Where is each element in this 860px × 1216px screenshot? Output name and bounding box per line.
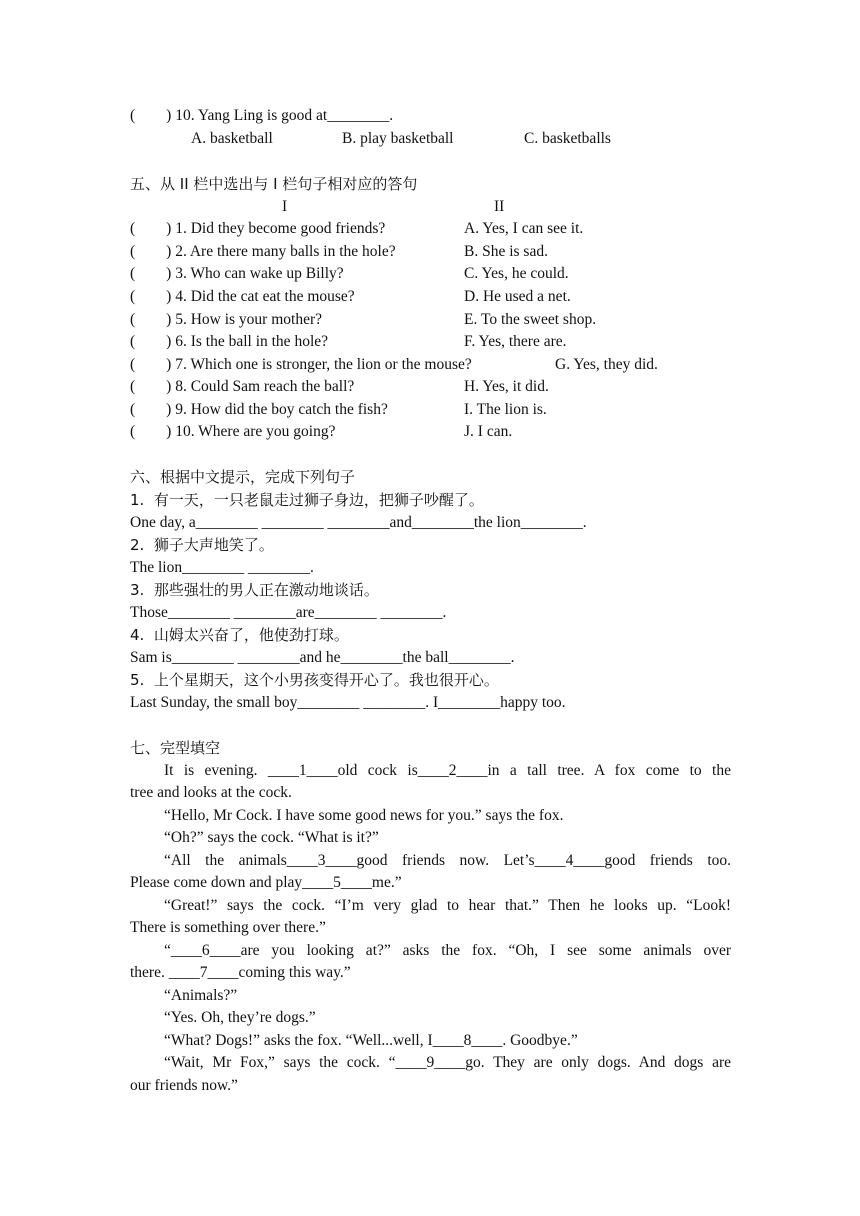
match-question-2: ( ) 2. Are there many balls in the hole? bbox=[130, 243, 396, 260]
translation-blank-1: One day, a________ ________ ________and________the lion________. bbox=[130, 514, 587, 531]
match-answer-c: C. Yes, he could. bbox=[464, 265, 569, 282]
cloze-paragraph-2: “Hello, Mr Cock. I have some good news for you.” says the fox. bbox=[164, 807, 564, 824]
cloze-paragraph-6-line-1: “____6____are you looking at?” asks the fox. “Oh, I see some animals over bbox=[164, 942, 731, 959]
section-7-title: 七、完型填空 bbox=[130, 739, 221, 757]
match-answer-b: B. She is sad. bbox=[464, 243, 548, 260]
match-question-8: ( ) 8. Could Sam reach the ball? bbox=[130, 378, 355, 395]
translation-prompt-3: 3. 那些强壮的男人正在激动地谈话。 bbox=[130, 581, 379, 599]
match-answer-h: H. Yes, it did. bbox=[464, 378, 549, 395]
translation-prompt-2: 2. 狮子大声地笑了。 bbox=[130, 536, 274, 554]
match-answer-j: J. I can. bbox=[464, 423, 513, 440]
translation-blank-4: Sam is________ ________and he________the ball________. bbox=[130, 649, 515, 666]
match-answer-f: F. Yes, there are. bbox=[464, 333, 567, 350]
cloze-paragraph-5-line-1: “Great!” says the cock. “I’m very glad to hear that.” Then he looks up. “Look! bbox=[164, 897, 731, 914]
column-i-header: I bbox=[282, 198, 288, 215]
match-question-1: ( ) 1. Did they become good friends? bbox=[130, 220, 386, 237]
column-ii-header: II bbox=[494, 198, 505, 215]
match-answer-e: E. To the sweet shop. bbox=[464, 311, 597, 328]
match-question-4: ( ) 4. Did the cat eat the mouse? bbox=[130, 288, 355, 305]
cloze-paragraph-6-line-2: there. ____7____coming this way.” bbox=[130, 964, 351, 981]
cloze-paragraph-10-line-1: “Wait, Mr Fox,” says the cock. “____9____go. They are only dogs. And dogs are bbox=[164, 1054, 731, 1071]
cloze-paragraph-5-line-2: There is something over there.” bbox=[130, 919, 326, 936]
translation-prompt-4: 4. 山姆太兴奋了，他使劲打球。 bbox=[130, 626, 349, 644]
q4-item-10-stem: ( ) 10. Yang Ling is good at________. bbox=[130, 107, 394, 124]
cloze-paragraph-10-line-2: our friends now.” bbox=[130, 1077, 238, 1094]
cloze-paragraph-8: “Yes. Oh, they’re dogs.” bbox=[164, 1009, 316, 1026]
section-5-title: 五、从 II 栏中选出与 I 栏句子相对应的答句 bbox=[130, 175, 418, 193]
q4-item-10-option-c: C. basketballs bbox=[524, 130, 611, 147]
match-question-6: ( ) 6. Is the ball in the hole? bbox=[130, 333, 329, 350]
translation-blank-3: Those________ ________are________ ________. bbox=[130, 604, 447, 621]
translation-prompt-1: 1. 有一天，一只老鼠走过狮子身边，把狮子吵醒了。 bbox=[130, 491, 484, 509]
cloze-paragraph-7: “Animals?” bbox=[164, 987, 238, 1004]
q4-item-10-option-a: A. basketball bbox=[191, 130, 273, 147]
q4-item-10-option-b: B. play basketball bbox=[342, 130, 454, 147]
match-answer-d: D. He used a net. bbox=[464, 288, 571, 305]
match-answer-g: G. Yes, they did. bbox=[555, 356, 658, 373]
section-6-title: 六、根据中文提示，完成下列句子 bbox=[130, 468, 356, 486]
match-question-9: ( ) 9. How did the boy catch the fish? bbox=[130, 401, 388, 418]
cloze-paragraph-1-line-2: tree and looks at the cock. bbox=[130, 784, 292, 801]
translation-blank-5: Last Sunday, the small boy________ ________. I________happy too. bbox=[130, 694, 566, 711]
cloze-paragraph-3: “Oh?” says the cock. “What is it?” bbox=[164, 829, 379, 846]
match-question-3: ( ) 3. Who can wake up Billy? bbox=[130, 265, 344, 282]
cloze-paragraph-1-line-1: It is evening. ____1____old cock is____2____in a tall tree. A fox come to the bbox=[164, 762, 731, 779]
match-answer-i: I. The lion is. bbox=[464, 401, 547, 418]
match-question-10: ( ) 10. Where are you going? bbox=[130, 423, 336, 440]
translation-prompt-5: 5. 上个星期天，这个小男孩变得开心了。我也很开心。 bbox=[130, 671, 499, 689]
cloze-paragraph-4-line-2: Please come down and play____5____me.” bbox=[130, 874, 402, 891]
translation-blank-2: The lion________ ________. bbox=[130, 559, 314, 576]
match-question-7: ( ) 7. Which one is stronger, the lion or the mouse? bbox=[130, 356, 472, 373]
cloze-paragraph-4-line-1: “All the animals____3____good friends now. Let’s____4____good friends too. bbox=[164, 852, 731, 869]
match-question-5: ( ) 5. How is your mother? bbox=[130, 311, 322, 328]
match-answer-a: A. Yes, I can see it. bbox=[464, 220, 584, 237]
cloze-paragraph-9: “What? Dogs!” asks the fox. “Well...well, I____8____. Goodbye.” bbox=[164, 1032, 578, 1049]
